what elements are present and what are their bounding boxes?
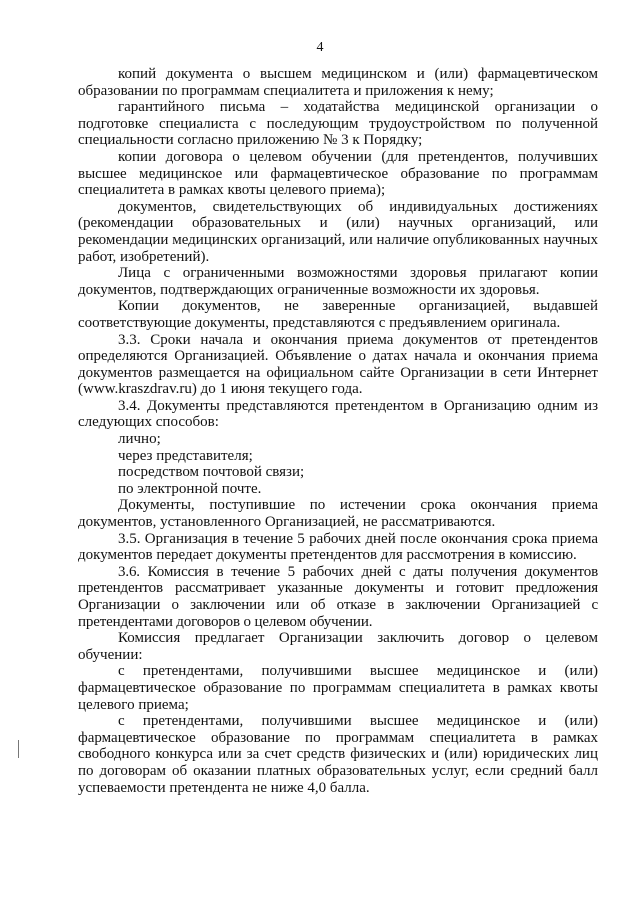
- paragraph-late-documents: Документы, поступившие по истечении срока окончания приема документов, установленного Организацией, не рассматриваются.: [78, 497, 598, 531]
- paragraph-uncertified-copies: Копии документов, не заверенные организацией, выдавшей соответствующие документы, представляются с предъявлением оригинала.: [78, 298, 598, 331]
- paragraph-guarantee-letter: гарантийного письма – ходатайства медицинской организации о подготовке специалиста с последующим трудоустройством по полученной специальности согласно приложению № 3 к Порядку;: [78, 99, 598, 149]
- paragraph-open-competition-applicants: с претендентами, получившими высшее медицинское и (или) фармацевтическое образование по программам специалитета в рамках свободного конкурса или за счет средств физических и (или) юридических лиц по договорам об оказании платных образовательных услуг, если средний балл успеваемости претендента не ниже 4,0 балла.: [78, 713, 598, 796]
- paragraph-quota-applicants: с претендентами, получившими высшее медицинское и (или) фармацевтическое образование по программам специалитета в рамках квоты целевого приема;: [78, 663, 598, 713]
- paragraph-3-4: 3.4. Документы представляются претендентом в Организацию одним из следующих способов:: [78, 397, 598, 431]
- paragraph-commission-offer: Комиссия предлагает Организации заключить договор о целевом обучении:: [78, 630, 598, 663]
- page-number: 4: [316, 40, 324, 55]
- scan-margin-mark: [18, 740, 19, 758]
- list-item-in-person: лично;: [118, 431, 161, 448]
- list-item-representative: через представителя;: [118, 447, 253, 464]
- paragraph-diploma-copy: копий документа о высшем медицинском и (или) фармацевтическом образовании по программам специалитета и приложения к нему;: [78, 66, 598, 99]
- paragraph-disabilities: Лица с ограниченными возможностями здоровья прилагают копии документов, подтверждающих ограниченные возможности их здоровья.: [78, 265, 598, 298]
- document-body: [78, 66, 598, 796]
- paragraph-target-contract-copy: копии договора о целевом обучении (для претендентов, получивших высшее медицинское или фармацевтическое образование по программам специалитета в рамках квоты целевого приема);: [78, 148, 598, 199]
- paragraph-achievements: документов, свидетельствующих об индивидуальных достижениях (рекомендации образовательных и (или) научных организаций, или рекомендации медицинских организаций, или наличие опубликованных научных работ, изобретений).: [78, 198, 598, 265]
- list-item-email: по электронной почте.: [118, 480, 262, 497]
- paragraph-3-6: 3.6. Комиссия в течение 5 рабочих дней с даты получения документов претендентов рассматривает указанные документы и готовит предложения Организации о заключении или об отказе в заключении Организацией с претендентами договоров о целевом обучении.: [78, 563, 598, 630]
- paragraph-3-3: 3.3. Сроки начала и окончания приема документов от претендентов определяются Организацией. Объявление о датах начала и окончания приема документов размещается на официальном сайте Организации в сети Интернет (www.kraszdrav.ru) до 1 июня текущего года.: [78, 331, 598, 398]
- list-item-post: посредством почтовой связи;: [118, 464, 305, 481]
- paragraph-3-5: 3.5. Организация в течение 5 рабочих дней после окончания срока приема документов передает документы претендентов для рассмотрения в комиссию.: [78, 530, 598, 564]
